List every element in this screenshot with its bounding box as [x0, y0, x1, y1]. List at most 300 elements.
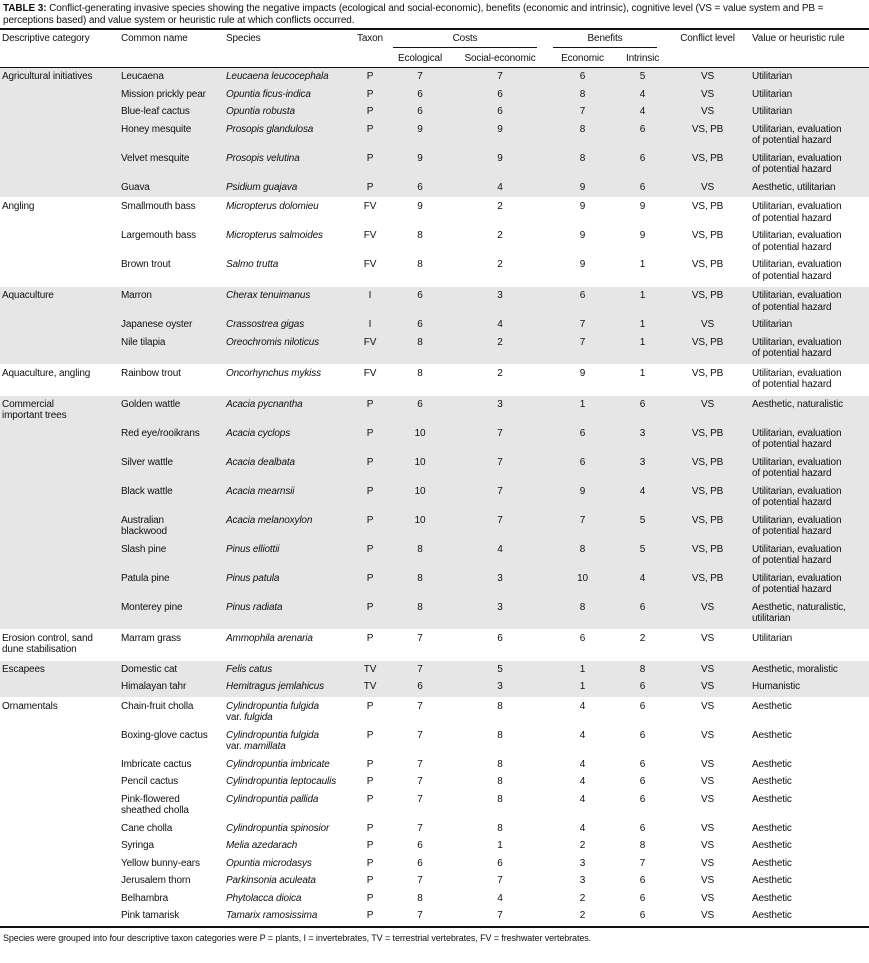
intrinsic-benefit-cell: 5: [620, 512, 665, 541]
social-economic-cost-cell: 3: [455, 395, 545, 425]
table-row: [0, 541, 869, 570]
ecological-cost-cell: 8: [385, 541, 455, 570]
table-row: [0, 678, 869, 697]
taxon-cell: P: [366, 840, 374, 851]
social-economic-cost-cell: 8: [497, 822, 503, 834]
social-economic-cost-cell: 7: [455, 483, 545, 512]
conflict-level-cell: VS, PB: [665, 454, 750, 483]
intrinsic-benefit-cell: 8: [639, 840, 646, 851]
category-cell-empty: [0, 256, 119, 287]
species-cell: [224, 756, 355, 774]
conflict-level-cell: VS: [665, 660, 750, 678]
intrinsic-benefit-cell: 6: [620, 907, 665, 927]
taxon-cell: I: [355, 316, 385, 334]
common-name-cell: Imbricate cactus: [121, 758, 192, 770]
header-value-rule: Value or heuristic rule: [750, 29, 869, 50]
species-name: Pinus patula: [226, 572, 280, 584]
economic-benefit-cell: 2: [579, 840, 586, 851]
ecological-cost-cell: 7: [417, 793, 423, 805]
conflict-level-cell: VS, PB: [691, 230, 724, 241]
common-name-cell: Pink tamarisk: [119, 907, 224, 927]
ecological-cost-cell: 7: [417, 875, 423, 886]
header-category: Descriptive category: [0, 29, 119, 50]
species-cell: [224, 570, 355, 599]
species-cell: [224, 454, 355, 483]
species-cell: [224, 541, 355, 570]
value-rule-cell: Aesthetic: [752, 776, 792, 787]
economic-benefit-cell: 9: [579, 259, 586, 270]
taxon-cell: P: [355, 697, 385, 727]
social-economic-cost-cell: 2: [497, 230, 503, 241]
ecological-cost-cell: 7: [385, 697, 455, 727]
invasive-species-table: [0, 28, 869, 928]
species-cell: [224, 256, 355, 287]
economic-benefit-cell: 1: [545, 678, 620, 697]
table-row: [0, 773, 869, 791]
species-name: Oncorhynchus mykiss: [226, 367, 321, 379]
value-rule-cell: Aesthetic: [752, 758, 792, 770]
conflict-level-cell: VS: [700, 840, 715, 851]
table-row: [0, 198, 869, 228]
ecological-cost-cell: 6: [385, 678, 455, 697]
conflict-level-cell: VS: [665, 316, 750, 334]
species-name: Melia azedarach: [226, 840, 298, 851]
species-name: Opuntia ficus-indica: [226, 88, 311, 100]
species-name: Pinus radiata: [226, 601, 283, 613]
variety-prefix: var.: [226, 741, 242, 752]
species-cell: [224, 316, 355, 334]
category-cell-empty: [0, 907, 119, 927]
category-cell-empty: [0, 334, 119, 365]
economic-benefit-cell: 8: [545, 599, 620, 630]
category-cell-empty: [0, 872, 119, 890]
common-name-cell: Belhambra: [121, 892, 169, 904]
intrinsic-benefit-cell: 1: [620, 316, 665, 334]
social-economic-cost-cell: 8: [497, 758, 503, 770]
variety-name: fulgida: [244, 712, 273, 723]
intrinsic-benefit-cell: 4: [620, 570, 665, 599]
category-cell-empty: [0, 773, 119, 791]
social-economic-cost-cell: 6: [455, 629, 545, 660]
species-cell: [224, 150, 355, 179]
conflict-level-cell: VS: [665, 629, 750, 660]
common-name-cell: Jerusalem thorn: [121, 875, 191, 886]
conflict-level-cell: VS: [665, 103, 750, 121]
conflict-level-cell: VS: [700, 793, 715, 805]
intrinsic-benefit-cell: 3: [620, 454, 665, 483]
intrinsic-benefit-cell: 9: [620, 198, 665, 228]
economic-benefit-cell: 4: [579, 729, 586, 741]
taxon-cell: P: [355, 599, 385, 630]
table-row: [0, 483, 869, 512]
value-rule-cell: Aesthetic: [752, 892, 792, 904]
species-name: Oreochromis niloticus: [226, 336, 319, 348]
species-cell: [224, 697, 355, 727]
taxon-cell: P: [355, 907, 385, 927]
ecological-cost-cell: 8: [417, 259, 423, 270]
social-economic-cost-cell: 6: [455, 86, 545, 104]
common-name-cell: Pink-flowered sheathed cholla: [121, 793, 189, 816]
table-row: [0, 599, 869, 630]
table-row: [0, 316, 869, 334]
taxon-cell: FV: [363, 230, 377, 241]
common-name-cell: Chain-fruit cholla: [119, 697, 224, 727]
species-name: Ammophila arenaria: [226, 632, 313, 644]
value-rule-cell: Aesthetic: [752, 729, 792, 741]
value-rule-cell: Aesthetic, naturalistic, utilitarian: [750, 599, 869, 630]
conflict-level-cell: VS: [700, 875, 715, 886]
variety-prefix: var.: [226, 712, 242, 723]
table-row: [0, 872, 869, 890]
social-economic-cost-cell: 3: [455, 678, 545, 697]
intrinsic-benefit-cell: 5: [620, 541, 665, 570]
value-rule-cell: Utilitarian, evaluation of potential hazard: [750, 121, 869, 150]
social-economic-cost-cell: 6: [455, 103, 545, 121]
economic-benefit-cell: 9: [545, 198, 620, 228]
intrinsic-benefit-cell: 6: [639, 892, 646, 904]
ecological-cost-cell: 7: [417, 776, 423, 787]
species-name: Cylindropuntia fulgida: [226, 729, 319, 741]
species-cell: [224, 227, 355, 256]
value-rule-cell: Utilitarian, evaluation of potential hazard: [750, 334, 869, 365]
taxon-cell: P: [355, 541, 385, 570]
economic-benefit-cell: 9: [579, 230, 586, 241]
value-rule-cell: Utilitarian, evaluation of potential hazard: [752, 259, 842, 282]
taxon-cell: P: [355, 425, 385, 454]
header-conflict-level: Conflict level: [665, 29, 750, 50]
conflict-level-cell: VS: [700, 776, 715, 787]
taxon-cell: P: [355, 395, 385, 425]
species-cell: [224, 820, 355, 838]
species-name: Cylindropuntia imbricate: [226, 758, 330, 770]
value-rule-cell: Aesthetic: [750, 697, 869, 727]
economic-benefit-cell: 4: [579, 822, 586, 834]
species-name: Cylindropuntia fulgida: [226, 700, 319, 712]
category-cell: Erosion control, sand dune stabilisation: [0, 629, 119, 660]
species-cell: [224, 629, 355, 660]
intrinsic-benefit-cell: 6: [620, 121, 665, 150]
economic-benefit-cell: 1: [545, 660, 620, 678]
ecological-cost-cell: 6: [385, 287, 455, 317]
conflict-level-cell: VS: [665, 697, 750, 727]
species-cell: [224, 86, 355, 104]
common-name-cell: Smallmouth bass: [119, 198, 224, 228]
taxon-cell: P: [355, 512, 385, 541]
value-rule-cell: Utilitarian, evaluation of potential hazard: [752, 230, 842, 253]
species-name: Cylindropuntia spinosior: [226, 822, 330, 834]
table-row: [0, 512, 869, 541]
category-cell-empty: [0, 121, 119, 150]
common-name-cell: Pencil cactus: [121, 776, 178, 787]
common-name-cell: Boxing-glove cactus: [121, 729, 208, 741]
social-economic-cost-cell: 2: [455, 198, 545, 228]
taxon-cell: FV: [355, 198, 385, 228]
category-cell-empty: [0, 791, 119, 820]
conflict-level-cell: VS: [700, 729, 715, 741]
species-name: Prosopis velutina: [226, 152, 300, 164]
economic-benefit-cell: 6: [545, 68, 620, 86]
conflict-level-cell: VS, PB: [665, 570, 750, 599]
common-name-cell: Rainbow trout: [119, 364, 224, 395]
value-rule-cell: Aesthetic: [752, 857, 792, 869]
table-row: [0, 68, 869, 86]
economic-benefit-cell: 9: [545, 179, 620, 198]
species-name: Felis catus: [226, 663, 273, 675]
species-name: Salmo trutta: [226, 259, 279, 270]
species-cell: [224, 395, 355, 425]
header-ecological: Ecological: [385, 50, 455, 68]
economic-benefit-cell: 8: [545, 541, 620, 570]
intrinsic-benefit-cell: 6: [620, 395, 665, 425]
conflict-level-cell: VS, PB: [665, 541, 750, 570]
table-row: [0, 121, 869, 150]
table-row: [0, 629, 869, 660]
economic-benefit-cell: 8: [545, 150, 620, 179]
conflict-level-cell: VS, PB: [665, 483, 750, 512]
social-economic-cost-cell: 8: [455, 697, 545, 727]
header-taxon: Taxon: [355, 29, 385, 50]
taxon-cell: P: [355, 483, 385, 512]
taxon-cell: P: [366, 822, 374, 834]
species-cell: [224, 837, 355, 855]
intrinsic-benefit-cell: 1: [620, 364, 665, 395]
taxon-cell: FV: [363, 259, 377, 270]
intrinsic-benefit-cell: 9: [639, 230, 646, 241]
table-row: [0, 287, 869, 317]
table-row: [0, 364, 869, 395]
ecological-cost-cell: 6: [417, 857, 423, 869]
economic-benefit-cell: 7: [545, 334, 620, 365]
intrinsic-benefit-cell: 4: [620, 483, 665, 512]
value-rule-cell: Aesthetic: [750, 907, 869, 927]
conflict-level-cell: VS, PB: [665, 364, 750, 395]
category-cell: Commercial important trees: [0, 395, 119, 425]
common-name-cell: Golden wattle: [119, 395, 224, 425]
header-benefits-label: Benefits: [553, 33, 657, 48]
species-name: Acacia pycnantha: [226, 398, 303, 410]
common-name-cell: Japanese oyster: [119, 316, 224, 334]
value-rule-cell: Aesthetic, naturalistic: [750, 395, 869, 425]
ecological-cost-cell: 8: [417, 892, 423, 904]
header-species: Species: [224, 29, 355, 50]
category-cell-empty: [0, 756, 119, 774]
common-name-cell: Velvet mesquite: [119, 150, 224, 179]
taxon-cell: TV: [355, 678, 385, 697]
common-name-cell: Red eye/rooikrans: [119, 425, 224, 454]
table-row: [0, 570, 869, 599]
social-economic-cost-cell: 4: [455, 179, 545, 198]
category-cell-empty: [0, 483, 119, 512]
value-rule-cell: Utilitarian: [750, 86, 869, 104]
social-economic-cost-cell: 3: [455, 570, 545, 599]
category-cell: Angling: [0, 198, 119, 228]
header-common-name: Common name: [119, 29, 224, 50]
species-name: Opuntia microdasys: [226, 857, 312, 869]
social-economic-cost-cell: 6: [497, 857, 503, 869]
taxon-cell: P: [355, 103, 385, 121]
caption-text: Conflict-generating invasive species showing the negative impacts (ecological and social-economic), benefits (economic and intrinsic), cognitive level (VS = value system and PB = perceptions based) and value system or heuristic rule at which conflicts occurred.: [3, 3, 824, 26]
taxon-cell: FV: [355, 334, 385, 365]
table-row: [0, 837, 869, 855]
common-name-cell: Leucaena: [119, 68, 224, 86]
social-economic-cost-cell: 2: [455, 334, 545, 365]
table-row: [0, 727, 869, 756]
category-cell-empty: [0, 103, 119, 121]
common-name-cell: Domestic cat: [119, 660, 224, 678]
ecological-cost-cell: 8: [385, 570, 455, 599]
value-rule-cell: Utilitarian: [750, 316, 869, 334]
conflict-level-cell: VS: [665, 907, 750, 927]
species-cell: [224, 512, 355, 541]
conflict-level-cell: VS: [700, 758, 715, 770]
common-name-cell: Australian blackwood: [119, 512, 224, 541]
category-cell-empty: [0, 599, 119, 630]
table-row: [0, 227, 869, 256]
header-social-economic: Social-economic: [455, 50, 545, 68]
table-row: [0, 179, 869, 198]
category-cell-empty: [0, 837, 119, 855]
species-name: Parkinsonia aculeata: [226, 875, 316, 886]
table-row: [0, 86, 869, 104]
taxon-cell: P: [355, 179, 385, 198]
table-footnote: Species were grouped into four descriptive taxon categories were P = plants, I = invertebrates, TV = terrestrial vertebrates, FV = freshwater vertebrates.: [3, 932, 592, 943]
category-cell: Ornamentals: [0, 697, 119, 727]
species-name: Cherax tenuimanus: [226, 290, 311, 301]
social-economic-cost-cell: 5: [455, 660, 545, 678]
conflict-level-cell: VS: [665, 678, 750, 697]
intrinsic-benefit-cell: 6: [639, 776, 646, 787]
species-cell: [224, 287, 355, 317]
value-rule-cell: Utilitarian, evaluation of potential hazard: [750, 364, 869, 395]
value-rule-cell: Utilitarian, evaluation of potential hazard: [750, 287, 869, 317]
conflict-level-cell: VS: [665, 395, 750, 425]
conflict-level-cell: VS, PB: [665, 512, 750, 541]
category-cell-empty: [0, 541, 119, 570]
table-row: [0, 334, 869, 365]
taxon-cell: P: [355, 121, 385, 150]
category-cell: Aquaculture, angling: [0, 364, 119, 395]
category-cell-empty: [0, 150, 119, 179]
category-cell-empty: [0, 86, 119, 104]
ecological-cost-cell: 7: [417, 822, 423, 834]
table-row: [0, 395, 869, 425]
economic-benefit-cell: 1: [545, 395, 620, 425]
species-cell: [224, 483, 355, 512]
economic-benefit-cell: 7: [545, 512, 620, 541]
conflict-level-cell: VS: [700, 822, 715, 834]
social-economic-cost-cell: 7: [455, 512, 545, 541]
social-economic-cost-cell: 3: [455, 599, 545, 630]
ecological-cost-cell: 7: [385, 68, 455, 86]
species-name: Micropterus dolomieu: [226, 201, 319, 212]
ecological-cost-cell: 9: [385, 121, 455, 150]
intrinsic-benefit-cell: 8: [620, 660, 665, 678]
economic-benefit-cell: 8: [545, 121, 620, 150]
value-rule-cell: Aesthetic: [752, 875, 792, 886]
intrinsic-benefit-cell: 1: [639, 259, 646, 270]
species-name: Opuntia robusta: [226, 106, 295, 117]
table-body: [0, 68, 869, 927]
category-cell-empty: [0, 179, 119, 198]
ecological-cost-cell: 8: [385, 334, 455, 365]
conflict-level-cell: VS: [665, 179, 750, 198]
social-economic-cost-cell: 8: [497, 729, 503, 741]
value-rule-cell: Utilitarian, evaluation of potential hazard: [750, 483, 869, 512]
taxon-cell: P: [355, 68, 385, 86]
value-rule-cell: Utilitarian, evaluation of potential hazard: [750, 570, 869, 599]
common-name-cell: Yellow bunny-ears: [121, 857, 200, 869]
economic-benefit-cell: 4: [579, 758, 586, 770]
species-name: Psidium guajava: [226, 181, 298, 193]
common-name-cell: Marram grass: [119, 629, 224, 660]
table-row: [0, 150, 869, 179]
economic-benefit-cell: 8: [545, 86, 620, 104]
category-cell-empty: [0, 678, 119, 697]
value-rule-cell: Utilitarian, evaluation of potential hazard: [750, 512, 869, 541]
social-economic-cost-cell: 8: [497, 793, 503, 805]
category-cell: Aquaculture: [0, 287, 119, 317]
ecological-cost-cell: 6: [385, 395, 455, 425]
taxon-cell: P: [366, 857, 374, 869]
intrinsic-benefit-cell: 3: [620, 425, 665, 454]
common-name-cell: Guava: [119, 179, 224, 198]
header-economic: Economic: [545, 50, 620, 68]
ecological-cost-cell: 6: [385, 179, 455, 198]
economic-benefit-cell: 6: [545, 287, 620, 317]
species-cell: [224, 773, 355, 791]
ecological-cost-cell: 7: [385, 660, 455, 678]
value-rule-cell: Aesthetic, moralistic: [750, 660, 869, 678]
species-cell: [224, 872, 355, 890]
species-cell: [224, 855, 355, 873]
conflict-level-cell: VS, PB: [665, 150, 750, 179]
category-cell: Agricultural initiatives: [0, 68, 119, 86]
intrinsic-benefit-cell: 7: [639, 857, 646, 869]
species-name: Cylindropuntia leptocaulis: [226, 776, 337, 787]
category-cell-empty: [0, 570, 119, 599]
social-economic-cost-cell: 7: [455, 425, 545, 454]
taxon-cell: P: [366, 892, 374, 904]
table-row: [0, 756, 869, 774]
species-cell: [224, 660, 355, 678]
value-rule-cell: Utilitarian, evaluation of potential hazard: [750, 425, 869, 454]
ecological-cost-cell: 8: [385, 599, 455, 630]
species-name: Acacia cyclops: [226, 427, 291, 439]
species-cell: [224, 907, 355, 927]
value-rule-cell: Aesthetic: [752, 840, 792, 851]
intrinsic-benefit-cell: 4: [620, 86, 665, 104]
species-cell: [224, 791, 355, 820]
category-cell-empty: [0, 820, 119, 838]
common-name-cell: Himalayan tahr: [119, 678, 224, 697]
conflict-level-cell: VS: [665, 68, 750, 86]
table-row: [0, 454, 869, 483]
table-row: [0, 820, 869, 838]
species-name: Acacia dealbata: [226, 456, 295, 468]
species-cell: [224, 890, 355, 908]
species-name: Pinus elliottii: [226, 543, 280, 555]
value-rule-cell: Aesthetic: [752, 793, 792, 805]
conflict-level-cell: VS, PB: [665, 198, 750, 228]
value-rule-cell: Utilitarian: [750, 68, 869, 86]
species-cell: [224, 198, 355, 228]
economic-benefit-cell: 2: [545, 907, 620, 927]
taxon-cell: FV: [355, 364, 385, 395]
species-cell: [224, 68, 355, 86]
conflict-level-cell: VS, PB: [665, 334, 750, 365]
intrinsic-benefit-cell: 6: [620, 599, 665, 630]
common-name-cell: Largemouth bass: [121, 230, 197, 241]
